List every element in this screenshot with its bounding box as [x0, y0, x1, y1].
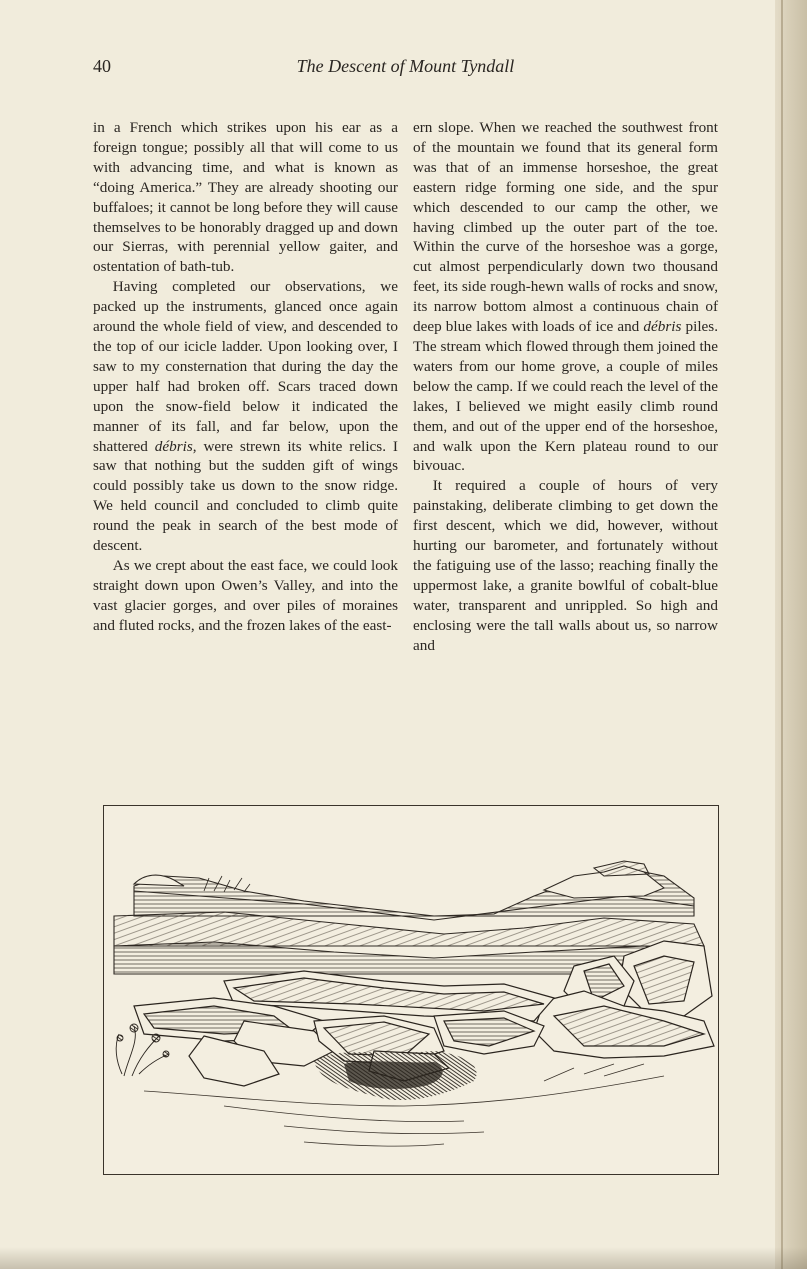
paragraph-text: , were strewn its white relics. I saw that nothing but the sudden gift of wings could possibly take us down to the snow ridge. We held council and concluded to climb quite round the peak in search of the best mode of descent. — [93, 437, 398, 555]
paragraph — [413, 118, 718, 476]
italic-term: débris — [643, 318, 682, 336]
italic-term: débris — [154, 437, 193, 455]
paragraph-text: As we crept about the east face, we could look straight down upon Owen’s Valley, and into the vast glacier gorges, and over piles of moraines and fluted rocks, and the frozen lakes of the east- — [93, 556, 398, 634]
book-spine-line — [781, 0, 783, 1269]
page-header — [93, 56, 718, 86]
paragraph-text: piles. The stream which flowed through them joined the waters from our home grove, a couple of miles below the camp. If we could reach the level of the lakes, I believed we might easily climb round them, and out of the upper end of the horseshoe, and walk upon the Kern plateau round to our bivouac. — [413, 318, 718, 475]
paragraph — [413, 476, 718, 655]
page-number: 40 — [93, 56, 111, 76]
paragraph — [93, 277, 398, 556]
paragraph-text: in a French which strikes upon his ear as a foreign tongue; possibly all that will come to us with advancing time, and what is known as “doing America.” They are already shooting our buffaloes; it cannot be long before they will cause themselves to be honorably dragged up and down our Sierras, with perennial yellow gaiter, and ostentation of bath-tub. — [93, 119, 398, 276]
page-bottom-shadow — [0, 1247, 807, 1269]
paragraph — [93, 118, 398, 277]
paragraph-text: ern slope. When we reached the southwest front of the mountain we found that its general form was that of an immense horseshoe, the great eastern ridge forming one side, and the spur which descended to our camp the other, we having climbed up the outer part of the toe. Within the curve of the horseshoe was a gorge, cut almost perpendicularly down two thousand feet, its side rough-hewn walls of rocks and snow, its narrow bottom almost a continuous chain of deep blue lakes with loads of ice and — [413, 119, 718, 336]
book-spine-edge — [775, 0, 807, 1269]
paragraph-text: It required a couple of hours of very painstaking, deliberate climbing to get down the first descent, which we did, however, without hurting our barometer, and fortunately without the fatiguing use of the lasso; reaching finally the uppermost lake, a granite bowlful of cobalt-blue water, transparent and unrippled. So high and enclosing were the tall walls about us, so narrow and — [413, 477, 718, 654]
paragraph-text: Having completed our observations, we packed up the instruments, glanced once again around the whole field of view, and descended to the top of our icicle ladder. Upon looking over, I saw to my consternation that during the day the upper half had broken off. Scars traced down upon the snow-field below it indicated the manner of its fall, and far below, upon the shattered — [93, 278, 398, 455]
paragraph — [93, 556, 398, 636]
rock-engraving-drawing — [104, 806, 717, 1173]
text-column-right — [413, 118, 718, 655]
text-column-left — [93, 118, 398, 636]
running-title: The Descent of Mount Tyndall — [296, 56, 515, 76]
rock-engraving-illustration — [103, 805, 719, 1175]
